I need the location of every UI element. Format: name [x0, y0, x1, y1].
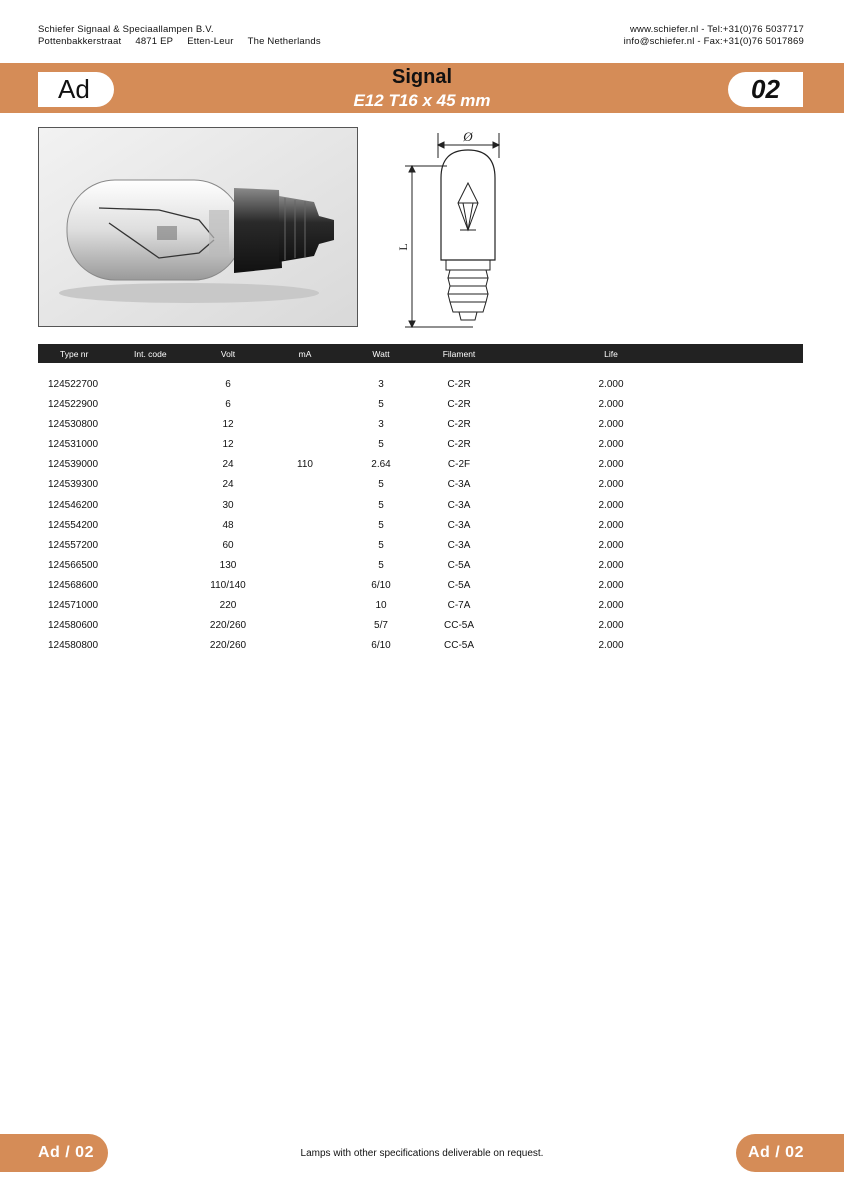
page-title: Signal [391, 66, 452, 88]
cell-type: 124522700 [48, 379, 99, 390]
address-country: The Netherlands [247, 36, 321, 47]
cell-type: 124557200 [48, 539, 99, 551]
footer-page-code-left: Ad / 02 [0, 1134, 108, 1172]
cell-type: 124571000 [48, 600, 99, 612]
footer-page-code-right: Ad / 02 [736, 1134, 844, 1172]
diameter-label: Ø [463, 129, 473, 144]
page-subtitle: E12 T16 x 45 mm [353, 91, 491, 110]
table-row: 124531000 12 5 C-2R 2.000 [48, 439, 624, 451]
address-postcode: 4871 EP [135, 36, 174, 47]
cell-type: 124568600 [48, 579, 99, 591]
cell-type: 124566500 [48, 559, 99, 571]
table-body [38, 377, 803, 658]
contact-email-fax: info@schiefer.nl - Fax:+31(0)76 5017869 [623, 36, 804, 47]
address-city: Etten-Leur [187, 36, 234, 47]
table-row: 124580600 220/260 5/7 CC-5A 2.000 [48, 620, 624, 632]
lamp-photo-illustration [39, 128, 357, 326]
col-type-nr: Type nr [60, 349, 89, 359]
lamp-photo [38, 127, 358, 327]
company-name: Schiefer Signaal & Speciaallampen B.V. [38, 24, 214, 35]
table-row: 124554200 48 5 C-3A 2.000 [48, 519, 624, 531]
table-row: 124557200 60 5 C-3A 2.000 [48, 539, 624, 551]
company-info [38, 24, 335, 48]
table-row: 124571000 220 10 C-7A 2.000 [48, 600, 624, 612]
footer-note: Lamps with other specifications deliverable on request. [300, 1148, 544, 1159]
table-row: 124522900 6 5 C-2R 2.000 [48, 399, 624, 411]
table-row: 124539300 24 5 C-3A 2.000 [48, 479, 624, 491]
cell-type: 124522900 [48, 399, 99, 411]
table-row: 124522700 6 3 C-2R 2.000 [48, 379, 624, 390]
table-row: 124530800 12 3 C-2R 2.000 [48, 419, 624, 431]
table-row: 124566500 130 5 C-5A 2.000 [48, 559, 624, 571]
table-header: Type nr Int. code Volt mA Watt Filament Life [38, 344, 803, 363]
table-row: 124568600 110/140 6/10 C-5A 2.000 [48, 579, 624, 591]
cell-type: 124580600 [48, 620, 99, 632]
cell-type: 124554200 [48, 519, 99, 531]
contact-web-phone: www.schiefer.nl - Tel:+31(0)76 5037717 [629, 24, 804, 35]
cell-type: 124539000 [48, 459, 99, 471]
cell-type: 124531000 [48, 439, 99, 451]
table-row: 124580800 220/260 6/10 CC-5A 2.000 [48, 640, 624, 652]
dimension-drawing [395, 128, 510, 333]
lamp-outline-drawing [395, 128, 510, 333]
company-address [38, 36, 335, 48]
length-label: L [396, 243, 410, 251]
cell-type: 124580800 [48, 640, 99, 652]
cell-type: 124546200 [48, 499, 99, 511]
contact-info [624, 24, 804, 48]
table-row: 124539000 24 110 2.64 C-2F 2.000 [48, 459, 624, 471]
cell-type: 124530800 [48, 419, 99, 431]
page-number: 02 [728, 72, 803, 107]
cell-type: 124539300 [48, 479, 99, 491]
category-code: Ad [38, 72, 114, 107]
table-row: 124546200 30 5 C-3A 2.000 [48, 499, 624, 511]
address-street: Pottenbakkerstraat [38, 36, 122, 47]
col-int-code: Int. code [134, 349, 167, 359]
